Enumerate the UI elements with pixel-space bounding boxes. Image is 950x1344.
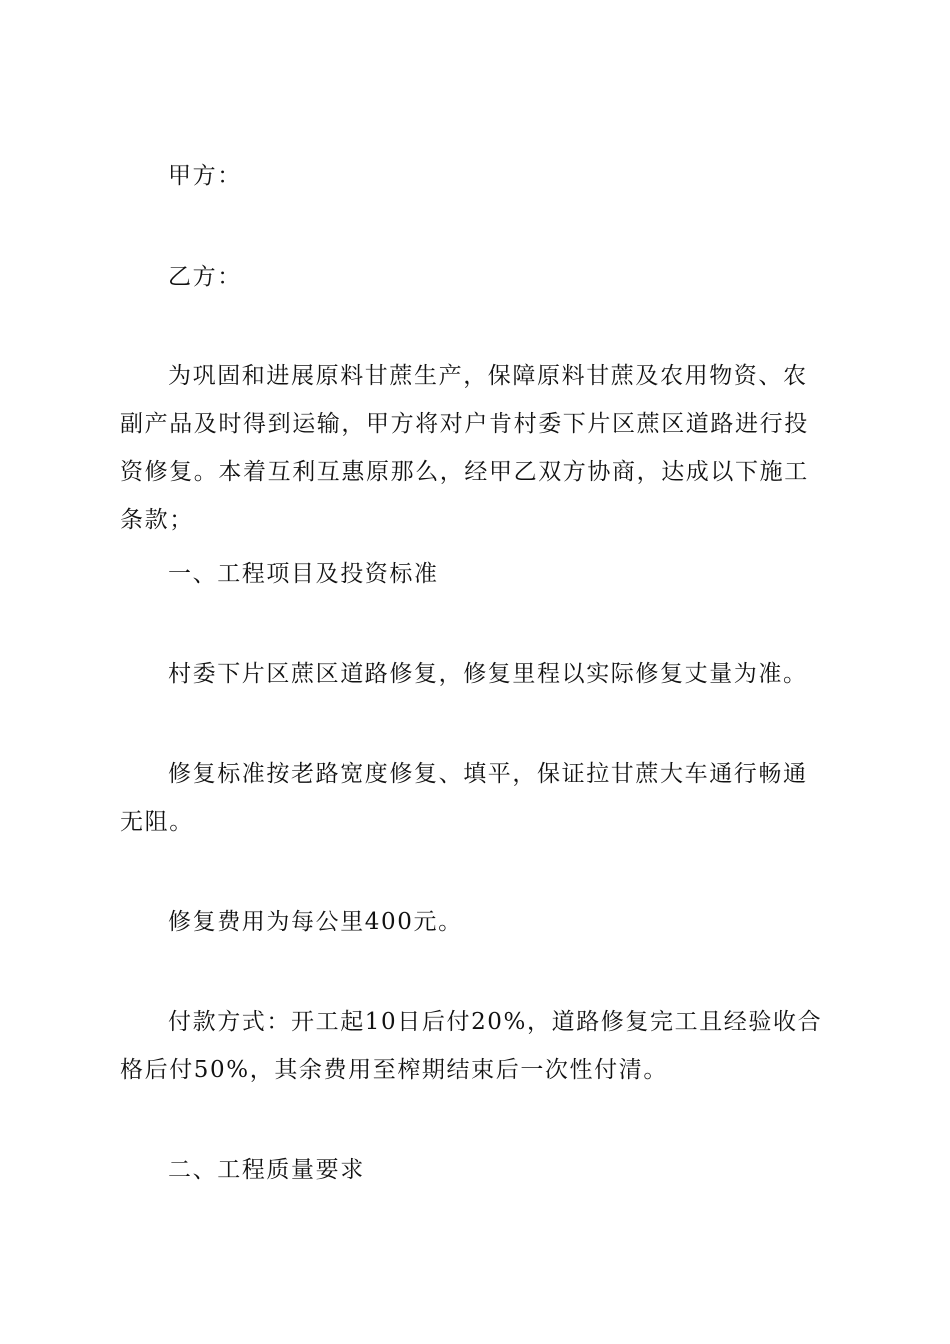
section-2-heading: 二、工程质量要求 bbox=[168, 1157, 365, 1183]
section-1-heading: 一、工程项目及投资标准 bbox=[168, 561, 439, 587]
project-item-payment: 付款方式：开工起10日后付20%，道路修复完工且经验收合格后付50%，其余费用至榨期结束后一次性付清。 bbox=[120, 1009, 823, 1083]
intro-paragraph: 为巩固和进展原料甘蔗生产，保障原料甘蔗及农用物资、农副产品及时得到运输，甲方将对户肯村委下片区蔗区道路进行投资修复。本着互利互惠原那么，经甲乙双方协商，达成以下施工条款； bbox=[120, 363, 809, 533]
party-a-line: 甲方： bbox=[168, 163, 242, 189]
project-item-fee: 修复费用为每公里400元。 bbox=[168, 909, 463, 935]
party-b-line: 乙方： bbox=[168, 264, 242, 290]
project-item-scope: 村委下片区蔗区道路修复，修复里程以实际修复丈量为准。 bbox=[168, 661, 808, 687]
project-item-standard: 修复标准按老路宽度修复、填平，保证拉甘蔗大车通行畅通无阻。 bbox=[120, 761, 808, 835]
